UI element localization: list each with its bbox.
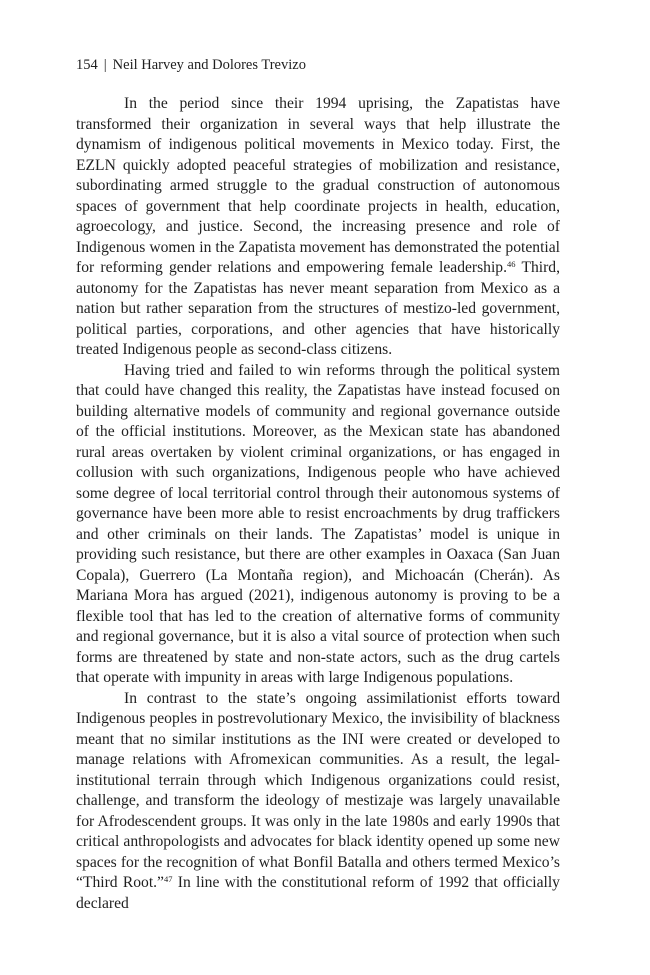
paragraph-text: In contrast to the state’s ongoing assimilationist efforts toward Indigenous peoples in postrevolutionary Mexico, the invisibility of blackness meant that no similar institutions as the INI were created or developed to manage relations with Afromexican communities. As a result, the legal-institutional terrain through which Indigenous organizations could resist, challenge, and transform the ideology of mestizaje was largely unavailable for Afrodescendent groups. It was only in the late 1980s and early 1990s that critical anthropologists and advocates for black identity opened up some new spaces for the recognition of what Bonfil Batalla and others termed Mexico’s “Third Root.”	[76, 689, 560, 891]
running-head	[76, 55, 560, 75]
paragraph-2	[76, 361, 560, 689]
book-page	[76, 55, 560, 914]
paragraph-1	[76, 94, 560, 361]
paragraph-text: In the period since their 1994 uprising, the Zapatistas have transformed their organization in several ways that help illustrate the dynamism of indigenous political movements in Mexico today. First, the EZLN quickly adopted peaceful strategies of mobilization and resistance, subordinating armed struggle to the gradual construction of autonomous spaces of government that help coordinate projects in health, education, agroecology, and justice. Second, the increasing presence and role of Indigenous women in the Zapatista movement has demonstrated the potential for reforming gender relations and empowering female leadership.	[76, 95, 560, 276]
footnote-ref-47: 47	[163, 874, 173, 884]
paragraph-text: In line with the constitutional reform of 1992 that officially declared	[76, 874, 560, 912]
paragraph-text: Third, autonomy for the Zapatistas has never meant separation from Mexico as a nation but rather separation from the structures of mestizo-led government, political parties, corporations, and other agencies that have historically treated Indigenous people as second-class citizens.	[76, 259, 560, 358]
page-number: 154	[76, 57, 98, 73]
header-separator: |	[103, 57, 107, 73]
running-head-authors: Neil Harvey and Dolores Trevizo	[112, 57, 306, 73]
paragraph-3	[76, 689, 560, 915]
footnote-ref-46: 46	[507, 259, 516, 269]
body-text	[76, 94, 560, 914]
paragraph-text: Having tried and failed to win reforms through the political system that could have changed this reality, the Zapatistas have instead focused on building alternative models of community and regional governance outside of the official institutions. Moreover, as the Mexican state has abandoned rural areas overtaken by violent criminal organizations, or has engaged in collusion with such organizations, Indigenous people who have achieved some degree of local territorial control through their autonomous systems of governance have been more able to resist encroachments by drug traffickers and other criminals on their lands. The Zapatistas’ model is unique in providing such resistance, but there are other examples in Oaxaca (San Juan Copala), Guerrero (La Montaña region), and Michoacán (Cherán). As Mariana Mora has argued (2021), indigenous autonomy is proving to be a flexible tool that has led to the creation of alternative forms of community and regional governance, but it is also a vital source of protection when such forms are threatened by state and non-state actors, such as the drug cartels that operate with impunity in areas with large Indigenous populations.	[76, 361, 560, 686]
